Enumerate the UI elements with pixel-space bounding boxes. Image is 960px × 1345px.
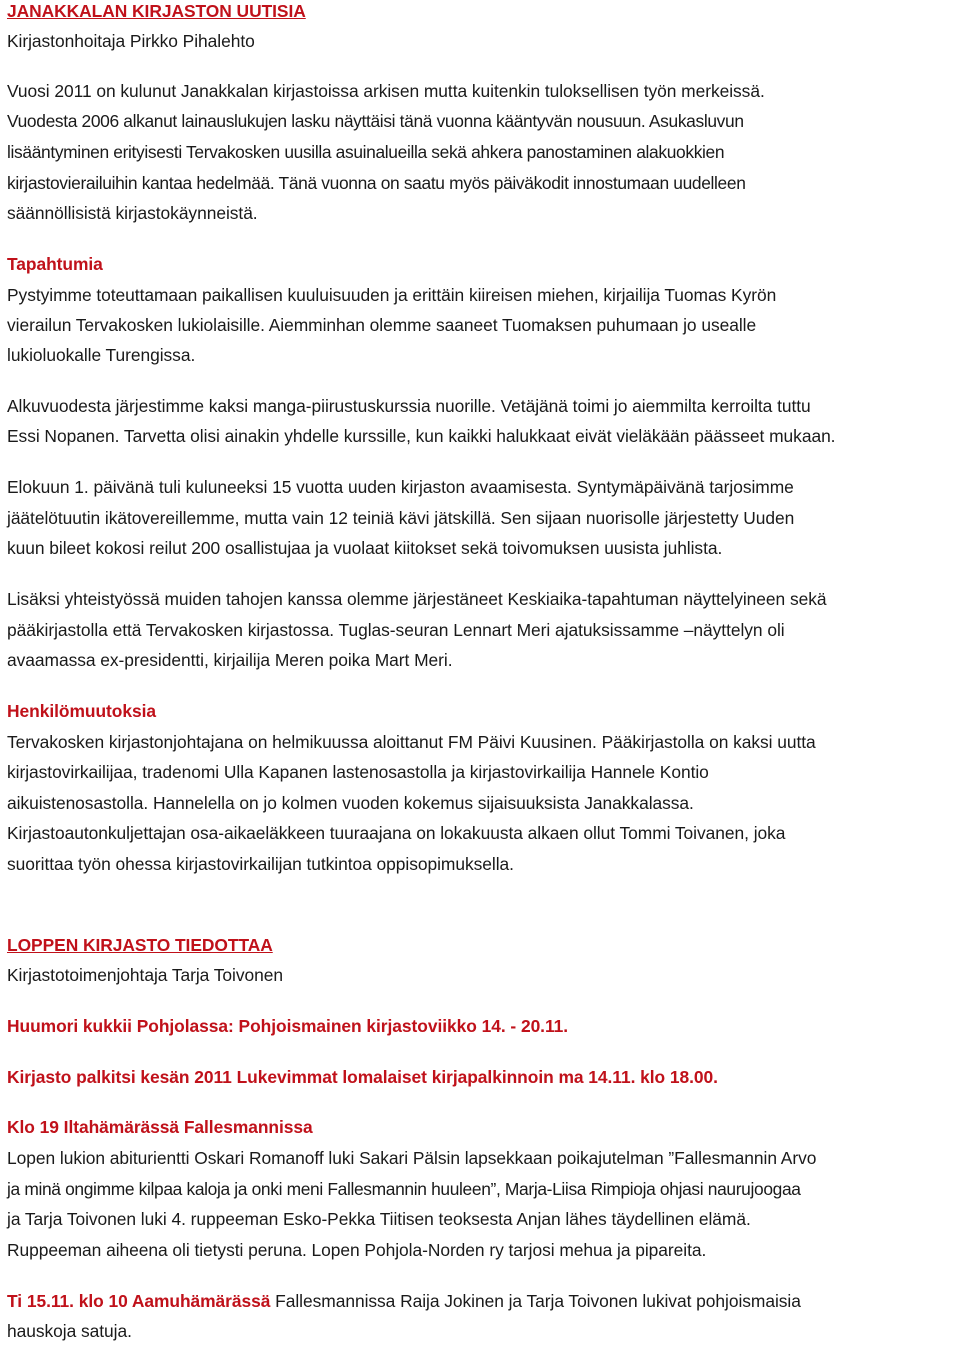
news-item-heading: Klo 19 Iltahämärässä Fallesmannissa bbox=[7, 1117, 313, 1137]
news-item-text: Fallesmannissa Raija Jokinen ja Tarja Toivonen lukivat pohjoismaisia bbox=[270, 1291, 801, 1311]
paragraph-line: ja Tarja Toivonen luki 4. ruppeeman Esko-Pekka Tiitisen teoksesta Anjan lähes täydellinen elämä. bbox=[7, 1209, 751, 1229]
section-title: LOPPEN KIRJASTO TIEDOTTAA bbox=[7, 935, 273, 955]
paragraph-line: Elokuun 1. päivänä tuli kuluneeksi 15 vuotta uuden kirjaston avaamisesta. Syntymäpäivänä tarjosimme bbox=[7, 477, 794, 497]
paragraph-line: säännöllisistä kirjastokäynneistä. bbox=[7, 203, 258, 223]
paragraph-line: jäätelötuutin ikätovereillemme, mutta vain 12 teiniä kävi jätskillä. Sen sijaan nuorisolle järjestetty Uuden bbox=[7, 508, 795, 528]
paragraph-line: hauskoja satuja. bbox=[7, 1321, 132, 1341]
paragraph-line: vierailun Tervakosken lukiolaisille. Aiemminhan olemme saaneet Tuomaksen puhumaan jo usealle bbox=[7, 315, 757, 335]
paragraph-line: aikuistenosastolla. Hannelella on jo kolmen vuoden kokemus sijaisuuksista Janakkalassa. bbox=[7, 793, 694, 813]
section-heading: Tapahtumia bbox=[7, 254, 103, 274]
paragraph-line: Kirjastoautonkuljettajan osa-aikaeläkkeen tuuraajana on lokakuusta alkaen ollut Tommi Toivanen, joka bbox=[7, 823, 786, 843]
paragraph-line: suorittaa työn ohessa kirjastovirkailijan tutkintoa oppisopimuksella. bbox=[7, 854, 514, 874]
paragraph-line: Pystyimme toteuttamaan paikallisen kuuluisuuden ja erittäin kiireisen miehen, kirjailija Tuomas Kyrön bbox=[7, 285, 777, 305]
author-line: Kirjastonhoitaja Pirkko Pihalehto bbox=[7, 31, 255, 51]
news-item-heading: Huumori kukkii Pohjolassa: Pohjoismainen kirjastoviikko 14. - 20.11. bbox=[7, 1016, 569, 1036]
paragraph-line: lisääntyminen erityisesti Tervakosken uusilla asuinalueilla sekä ahkera panostaminen alakuokkien bbox=[7, 142, 725, 162]
news-item-lead: Ti 15.11. klo 10 Aamuhämärässä bbox=[7, 1291, 271, 1311]
paragraph-line: kuun bileet kokosi reilut 200 osallistujaa ja vuolaat kiitokset sekä toivomuksen uusista juhlista. bbox=[7, 538, 723, 558]
paragraph-line: avaamassa ex-presidentti, kirjailija Meren poika Mart Meri. bbox=[7, 650, 453, 670]
paragraph-line: pääkirjastolla että Tervakosken kirjastossa. Tuglas-seuran Lennart Meri ajatuksissamme –näyttelyn oli bbox=[7, 620, 785, 640]
paragraph-line: Lopen lukion abiturientti Oskari Romanoff luki Sakari Pälsin lapsekkaan poikajutelman ”Fallesmannin Arvo bbox=[7, 1148, 817, 1168]
paragraph-line: Alkuvuodesta järjestimme kaksi manga-piirustuskurssia nuorille. Vetäjänä toimi jo aiemmilta kerroilta tuttu bbox=[7, 396, 811, 416]
author-line: Kirjastotoimenjohtaja Tarja Toivonen bbox=[7, 965, 283, 985]
paragraph-line: lukioluokalle Turengissa. bbox=[7, 345, 196, 365]
paragraph-line: Lisäksi yhteistyössä muiden tahojen kanssa olemme järjestäneet Keskiaika-tapahtuman näyttelyineen sekä bbox=[7, 589, 827, 609]
paragraph-line: Vuodesta 2006 alkanut lainauslukujen lasku näyttäisi tänä vuonna kääntyvän nousuun. Asukasluvun bbox=[7, 111, 744, 131]
paragraph-line bbox=[7, 1290, 801, 1312]
news-item-heading: Kirjasto palkitsi kesän 2011 Lukevimmat lomalaiset kirjapalkinnoin ma 14.11. klo 18.00. bbox=[7, 1067, 718, 1087]
paragraph-line: kirjastovierailuihin kantaa hedelmää. Tänä vuonna on saatu myös päiväkodit innostumaan uudelleen bbox=[7, 173, 746, 193]
paragraph-line: Vuosi 2011 on kulunut Janakkalan kirjastoissa arkisen mutta kuitenkin tuloksellisen työn merkeissä. bbox=[7, 81, 765, 101]
paragraph-line: Tervakosken kirjastonjohtajana on helmikuussa aloittanut FM Päivi Kuusinen. Pääkirjastolla on kaksi uutta bbox=[7, 732, 816, 752]
section-heading: Henkilömuutoksia bbox=[7, 701, 156, 721]
paragraph-line: Essi Nopanen. Tarvetta olisi ainakin yhdelle kurssille, kun kaikki halukkaat eivät vieläkään päässeet mukaan. bbox=[7, 426, 836, 446]
paragraph-line: kirjastovirkailijaa, tradenomi Ulla Kapanen lastenosastolla ja kirjastovirkailija Hannele Kontio bbox=[7, 762, 709, 782]
paragraph-line: Ruppeeman aiheena oli tietysti peruna. Lopen Pohjola-Norden ry tarjosi mehua ja pipareita. bbox=[7, 1240, 707, 1260]
paragraph-line: ja minä ongimme kilpaa kaloja ja onki meni Fallesmannin huuleen”, Marja-Liisa Rimpioja ohjasi naurujoogaa bbox=[7, 1179, 801, 1199]
section-title: JANAKKALAN KIRJASTON UUTISIA bbox=[7, 1, 306, 21]
